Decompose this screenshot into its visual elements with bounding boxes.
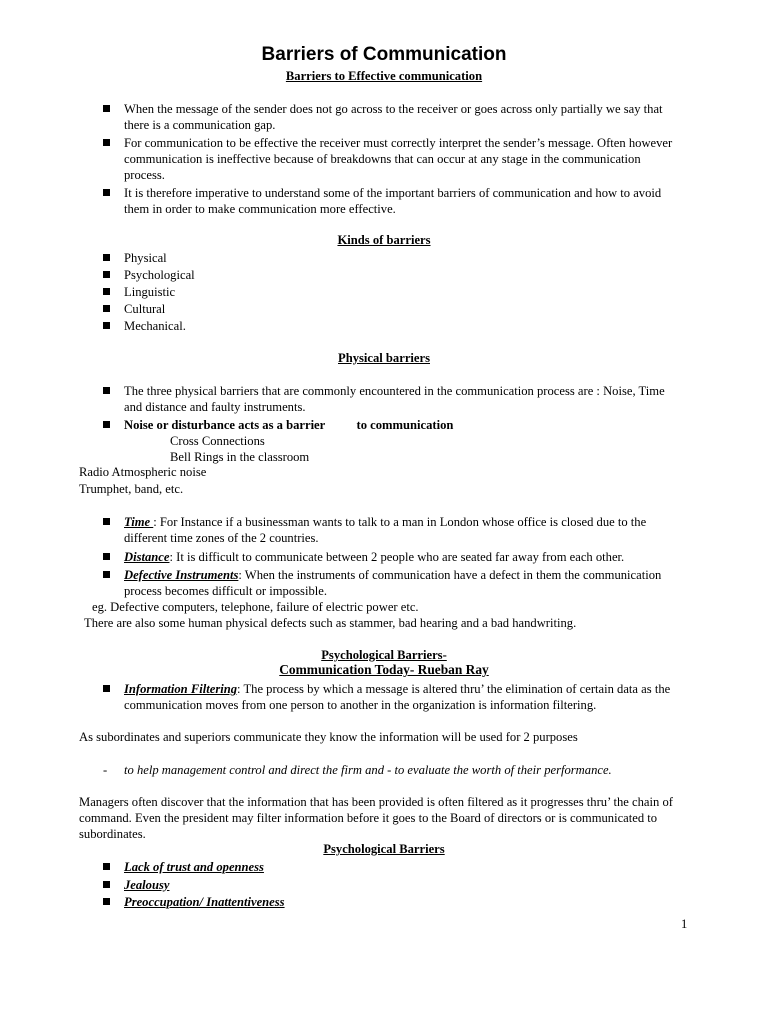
bullet-square-icon [103,288,110,295]
bullet-text [124,549,683,565]
bullet-text: The three physical barriers that are commonly encountered in the communication process are : Noise, Time and distance and faulty instruments. [124,384,665,414]
physical-heading: Physical barriers [338,351,430,365]
psych-item-label: Jealousy [124,878,170,892]
kind-label: Mechanical. [124,319,186,333]
bullet-square-icon [103,105,110,112]
bullet-square-icon [103,881,110,888]
bullet-square-icon [103,271,110,278]
bullet-square-icon [103,189,110,196]
kinds-heading: Kinds of barriers [337,233,431,247]
bullet-square-icon [103,898,110,905]
bullet-text [124,681,683,713]
bullet-text: It is therefore imperative to understand some of the important barriers of communication and how to avoid them in order to make communication more effective. [124,186,662,216]
psych-heading-2: Psychological Barriers [323,842,445,856]
subtitle-heading: Barriers to Effective communication [285,69,483,83]
bullet-text: When the message of the sender does not go across to the receiver or goes across only partially we say that there is a communication gap. [124,102,663,132]
term: Defective Instruments [124,568,239,582]
purpose-line: to help management control and direct the firm and - to evaluate the worth of their performance. [124,763,612,777]
bullet-square-icon [103,387,110,394]
eg-line: eg. Defective computers, telephone, failure of electric power etc. [92,600,419,614]
bullet-square-icon [103,863,110,870]
kind-label: Physical [124,251,167,265]
bullet-square-icon [103,322,110,329]
human-defects-line: There are also some human physical defects such as stammer, bad hearing and a bad handwriting. [84,616,577,630]
bullet-text [124,567,683,599]
bullet-square-icon [103,685,110,692]
bullet-square-icon [103,305,110,312]
definition: : For Instance if a businessman wants to talk to a man in London whose office is closed due to the different time zones of the 2 countries. [124,515,647,545]
term: Information Filtering [124,682,238,696]
term: Distance [124,550,170,564]
psych-item-label: Lack of trust and openness [124,860,264,874]
kind-label: Psychological [124,268,195,282]
page-title: Barriers of Communication [261,44,507,65]
bullet-square-icon [103,254,110,261]
noise-example: Radio Atmospheric noise [79,465,207,479]
dash-marker: - [103,763,108,777]
kind-label: Linguistic [124,285,176,299]
term: Time [124,515,154,529]
noise-example: Trumphet, band, etc. [79,482,184,496]
bullet-square-icon [103,553,110,560]
psych-heading: Psychological Barriers- [321,648,447,662]
bullet-text [124,514,683,546]
bullet-text: Noise or disturbance acts as a barrier to communication [124,418,454,432]
definition: : It is difficult to communicate between 2 people who are seated far away from each other. [169,550,625,564]
bullet-square-icon [103,518,110,525]
definition: : When the instruments of communication have a defect in them the communication process becomes difficult or impossible. [124,568,662,598]
noise-example: Bell Rings in the classroom [170,450,310,464]
psych-item-label: Preoccupation/ Inattentiveness [124,895,285,909]
bullet-square-icon [103,421,110,428]
psych-subheading: Communication Today- Rueban Ray [279,662,489,677]
noise-example: Cross Connections [170,434,265,448]
bullet-text: For communication to be effective the receiver must correctly interpret the sender’s message. Often however communication is ineffective because of breakdowns that can occur at any stage in the communication process. [124,136,673,182]
kind-label: Cultural [124,302,166,316]
subordinates-line: As subordinates and superiors communicate they know the information will be used for 2 purposes [79,730,578,744]
page-number: 1 [681,917,688,931]
bullet-square-icon [103,571,110,578]
managers-paragraph: Managers often discover that the information that has been provided is often filtered as it progresses thru’ the chain of command. Even the president may filter information before it goes to the Board of directors or is communicated to subordinates. [79,795,673,841]
bullet-square-icon [103,139,110,146]
definition: : The process by which a message is altered thru’ the elimination of certain data as the communication moves from one person to another in the organization is information filtering. [124,682,671,712]
